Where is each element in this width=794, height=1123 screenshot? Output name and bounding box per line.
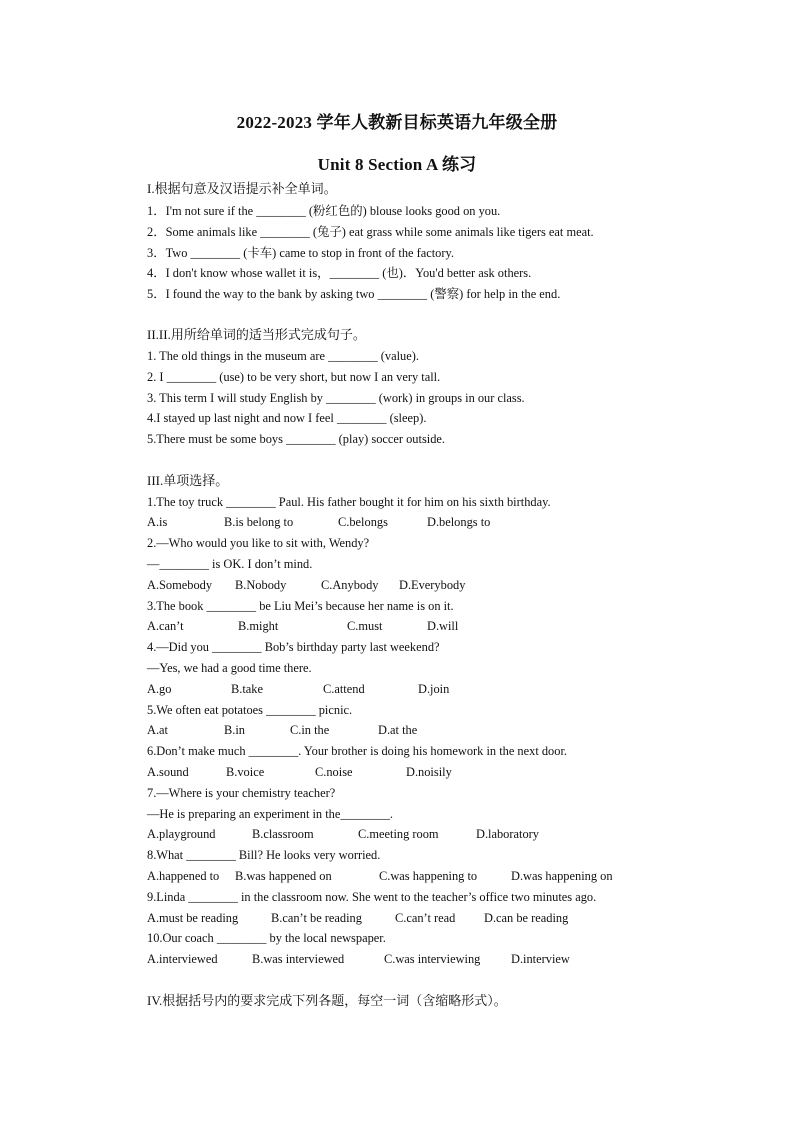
section-2-heading: II.II.用所给单词的适当形式完成句子。 bbox=[147, 327, 366, 342]
option-c: C.noise bbox=[315, 765, 353, 779]
option-c: C.was happening to bbox=[379, 869, 478, 883]
option-b: B.can’t be reading bbox=[271, 911, 362, 925]
option-c: C.Anybody bbox=[321, 578, 379, 592]
option-c: C.attend bbox=[323, 682, 365, 696]
option-a: A.playground bbox=[147, 827, 216, 841]
option-c: C.must bbox=[347, 619, 383, 633]
option-d: D.Everybody bbox=[399, 578, 466, 592]
option-a: A.happened to bbox=[147, 869, 220, 883]
section-2-item-3: 3. This term I will study English by ________ (work) in groups in our class. bbox=[147, 391, 525, 405]
option-c: C.can’t read bbox=[395, 911, 456, 925]
option-c: C.belongs bbox=[338, 515, 388, 529]
question-1-stem: 1.The toy truck ________ Paul. His father bought it for him on his sixth birthday. bbox=[147, 495, 551, 509]
option-a: A.Somebody bbox=[147, 578, 213, 592]
option-b: B.was interviewed bbox=[252, 952, 345, 966]
option-a: A.at bbox=[147, 723, 168, 737]
option-d: D.laboratory bbox=[476, 827, 539, 841]
question-7-stem-line-2: —He is preparing an experiment in the________. bbox=[147, 807, 394, 821]
option-b: B.might bbox=[238, 619, 279, 633]
option-c: C.meeting room bbox=[358, 827, 439, 841]
question-4-stem-line-2: —Yes, we had a good time there. bbox=[147, 661, 312, 675]
option-b: B.Nobody bbox=[235, 578, 287, 592]
option-a: A.must be reading bbox=[147, 911, 239, 925]
document-subtitle: Unit 8 Section A 练习 bbox=[317, 155, 477, 174]
section-2-item-2: 2. I ________ (use) to be very short, but now I an very tall. bbox=[147, 370, 441, 384]
question-8-stem: 8.What ________ Bill? He looks very worried. bbox=[147, 848, 381, 862]
option-d: D.was happening on bbox=[511, 869, 613, 883]
section-1-item-2: 2．Some animals like ________ (兔子) eat grass while some animals like tigers eat meat. bbox=[147, 225, 594, 239]
question-4-stem: 4.—Did you ________ Bob’s birthday party last weekend? bbox=[147, 640, 440, 654]
option-d: D.can be reading bbox=[484, 911, 569, 925]
option-c: C.in the bbox=[290, 723, 330, 737]
question-9-stem: 9.Linda ________ in the classroom now. She went to the teacher’s office two minutes ago. bbox=[147, 890, 597, 904]
option-d: D.join bbox=[418, 682, 450, 696]
section-2-item-5: 5.There must be some boys ________ (play) soccer outside. bbox=[147, 432, 445, 446]
option-d: D.at the bbox=[378, 723, 418, 737]
question-7-stem: 7.—Where is your chemistry teacher? bbox=[147, 786, 336, 800]
question-6-stem: 6.Don’t make much ________. Your brother is doing his homework in the next door. bbox=[147, 744, 567, 758]
option-d: D.will bbox=[427, 619, 459, 633]
option-d: D.belongs to bbox=[427, 515, 491, 529]
option-b: B.voice bbox=[226, 765, 265, 779]
question-10-stem: 10.Our coach ________ by the local newspaper. bbox=[147, 931, 386, 945]
option-a: A.is bbox=[147, 515, 168, 529]
option-b: B.classroom bbox=[252, 827, 314, 841]
option-a: A.go bbox=[147, 682, 172, 696]
section-2-item-1: 1. The old things in the museum are ________ (value). bbox=[147, 349, 419, 363]
section-1-item-4: 4．I don't know whose wallet it is，________ (也)．You'd better ask others. bbox=[147, 266, 532, 280]
option-b: B.is belong to bbox=[224, 515, 294, 529]
option-c: C.was interviewing bbox=[384, 952, 481, 966]
option-a: A.interviewed bbox=[147, 952, 218, 966]
section-3-heading: III.单项选择。 bbox=[147, 473, 229, 488]
option-d: D.interview bbox=[511, 952, 570, 966]
section-1-item-3: 3．Two ________ (卡车) came to stop in front of the factory. bbox=[147, 246, 454, 260]
section-1-item-1: 1．I'm not sure if the ________ (粉红色的) blouse looks good on you. bbox=[147, 204, 501, 218]
option-b: B.take bbox=[231, 682, 263, 696]
option-a: A.can’t bbox=[147, 619, 184, 633]
question-2-stem-line-2: —________ is OK. I don’t mind. bbox=[147, 557, 313, 571]
option-a: A.sound bbox=[147, 765, 189, 779]
option-d: D.noisily bbox=[406, 765, 452, 779]
section-4-heading: IV.根据括号内的要求完成下列各题，每空一词（含缩略形式）。 bbox=[147, 993, 507, 1008]
document-title: 2022-2023 学年人教新目标英语九年级全册 bbox=[236, 113, 558, 132]
question-3-stem: 3.The book ________ be Liu Mei’s because her name is on it. bbox=[147, 599, 454, 613]
question-5-stem: 5.We often eat potatoes ________ picnic. bbox=[147, 703, 353, 717]
option-b: B.in bbox=[224, 723, 245, 737]
question-2-stem: 2.—Who would you like to sit with, Wendy? bbox=[147, 536, 370, 550]
section-1-item-5: 5．I found the way to the bank by asking two ________ (警察) for help in the end. bbox=[147, 287, 561, 301]
section-1-heading: I.根据句意及汉语提示补全单词。 bbox=[147, 181, 337, 196]
option-b: B.was happened on bbox=[235, 869, 332, 883]
section-2-item-4: 4.I stayed up last night and now I feel ________ (sleep). bbox=[147, 411, 427, 425]
